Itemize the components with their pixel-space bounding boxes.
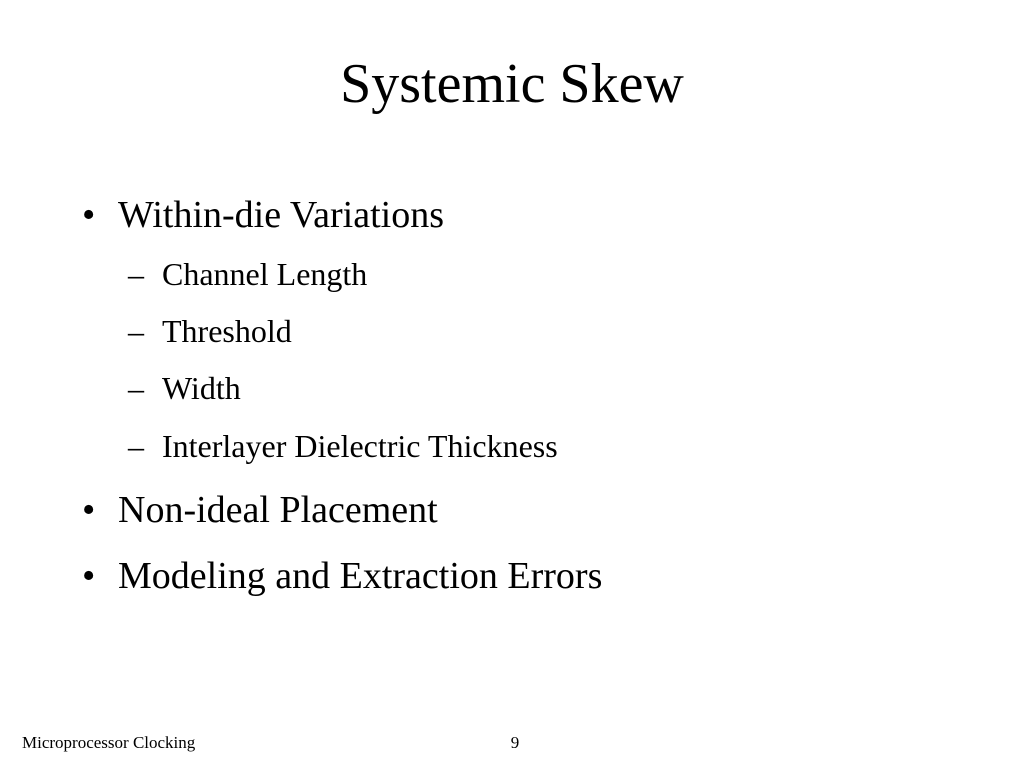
- bullet-text: Modeling and Extraction Errors: [118, 555, 603, 597]
- bullet-marker: •: [82, 194, 96, 236]
- sub-bullet-marker: –: [128, 313, 144, 349]
- sub-bullet-marker: –: [128, 428, 144, 464]
- bullet-marker: •: [82, 555, 96, 597]
- sub-bullet-item: [128, 369, 241, 407]
- bullet-text: Non-ideal Placement: [118, 489, 438, 531]
- bullet-item: [82, 554, 603, 598]
- bullet-item: [82, 193, 444, 237]
- sub-bullet-text: Threshold: [162, 313, 292, 349]
- sub-bullet-text: Interlayer Dielectric Thickness: [162, 428, 558, 464]
- sub-bullet-item: [128, 255, 368, 293]
- bullet-item: [82, 488, 438, 532]
- sub-bullet-text: Width: [162, 370, 241, 406]
- bullet-marker: •: [82, 489, 96, 531]
- slide-title: Systemic Skew: [340, 53, 684, 115]
- sub-bullet-marker: –: [128, 370, 144, 406]
- footer-label: Microprocessor Clocking: [22, 733, 196, 752]
- bullet-text: Within-die Variations: [118, 194, 444, 236]
- page-number: 9: [510, 733, 520, 752]
- sub-bullet-marker: –: [128, 256, 144, 292]
- sub-bullet-item: [128, 427, 558, 465]
- sub-bullet-item: [128, 312, 292, 350]
- sub-bullet-text: Channel Length: [162, 256, 368, 292]
